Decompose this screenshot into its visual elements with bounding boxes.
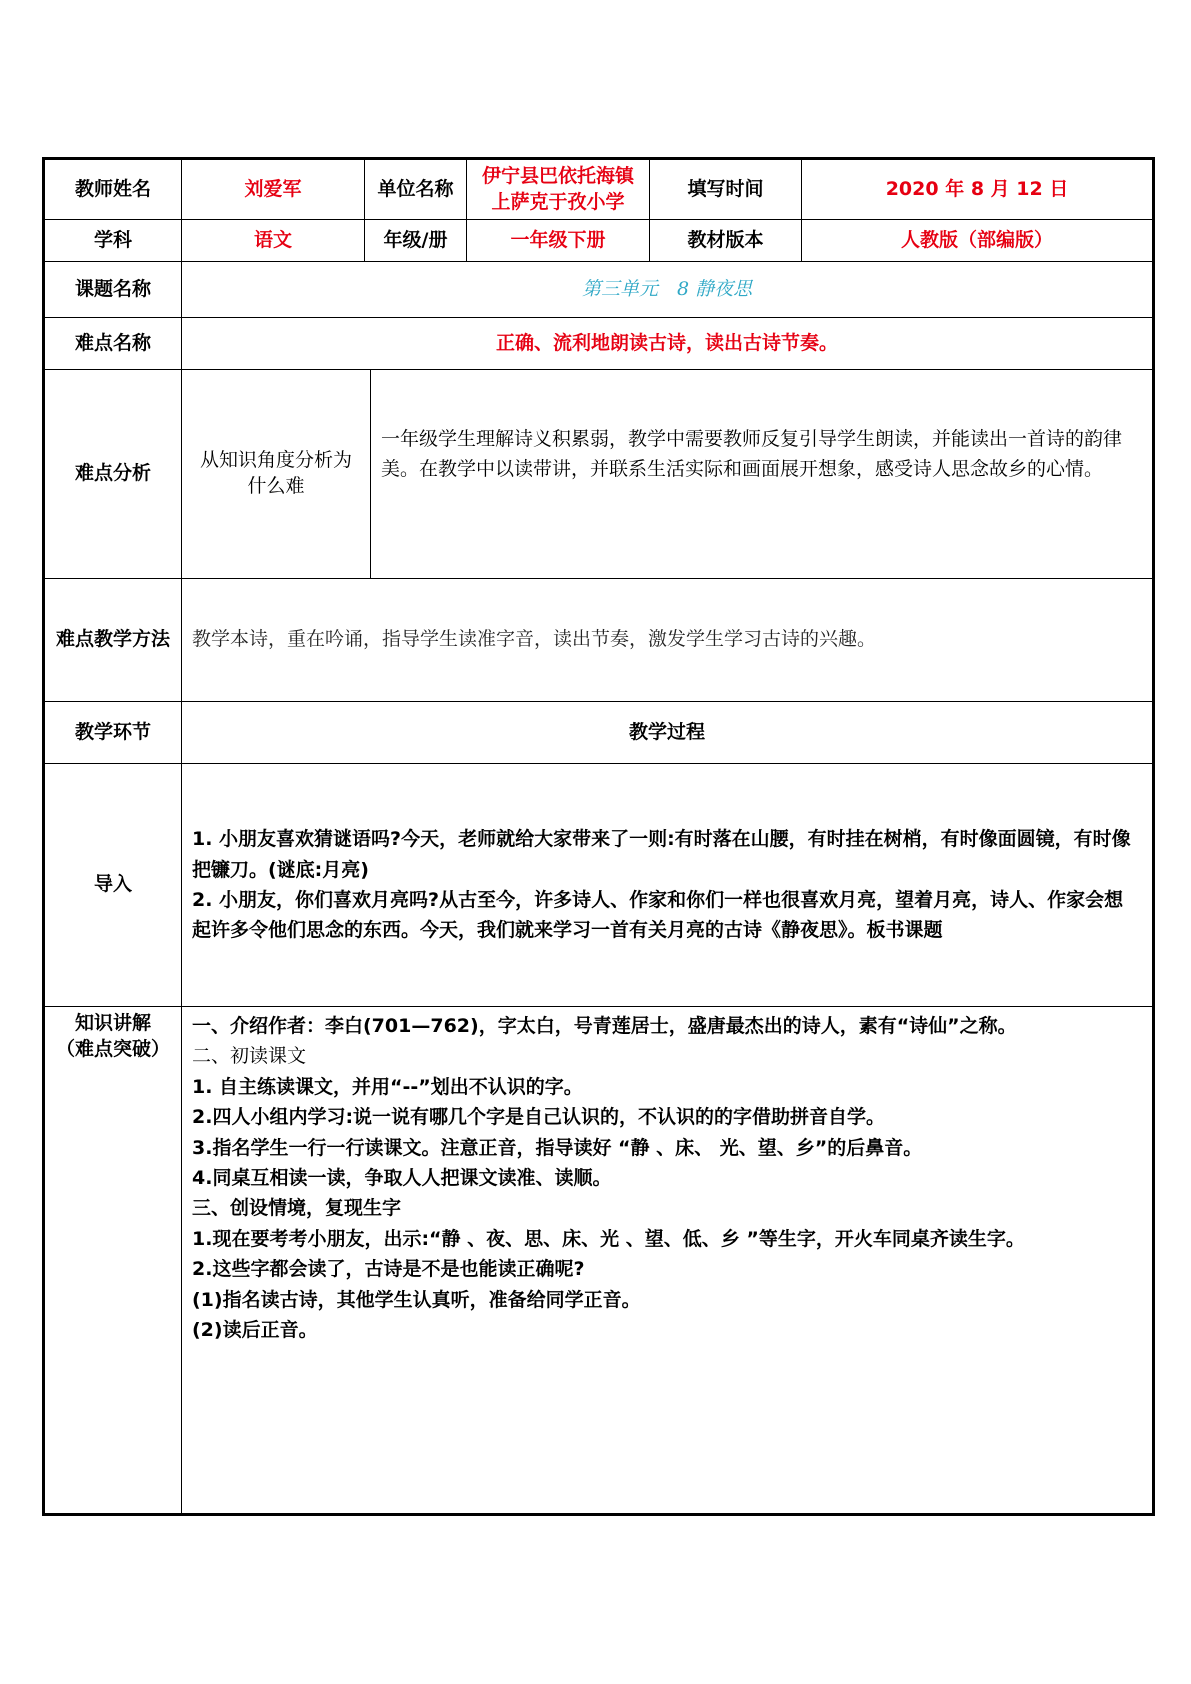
row-knowledge: [44, 1007, 1154, 1515]
analysis-text: 一年级学生理解诗义积累弱，教学中需要教师反复引导学生朗读，并能读出一首诗的韵律美。在教学中以读带讲，并联系生活实际和画面展开想象，感受诗人思念故乡的心情。: [371, 370, 1154, 579]
topic-value: 第三单元 8 静夜思: [182, 262, 1154, 318]
date-value: 2020 年 8 月 12 日: [802, 159, 1154, 220]
teacher-label: 教师姓名: [44, 159, 182, 220]
intro-paragraph-1: 1. 小朋友喜欢猜谜语吗?今天，老师就给大家带来了一则:有时落在山腰，有时挂在树梢，有时像面圆镜，有时像把镰刀。(谜底:月亮): [192, 828, 1131, 881]
analysis-sub-label-line2: 什么难: [247, 475, 305, 497]
edition-label: 教材版本: [650, 220, 802, 262]
knowledge-line: 1.现在要考考小朋友，出示:“静 、夜、思、床、光 、望、低、乡 ”等生字，开火车同桌齐读生字。: [192, 1227, 1025, 1250]
knowledge-line: (1)指名读古诗，其他学生认真听，准备给同学正音。: [192, 1288, 641, 1311]
teacher-value: 刘爱军: [182, 159, 365, 220]
grade-value: 一年级下册: [467, 220, 650, 262]
lesson-plan-table: [42, 157, 1155, 1516]
knowledge-label-line1: 知识讲解: [74, 1012, 151, 1034]
method-text: 教学本诗，重在吟诵，指导学生读准字音，读出节奏，激发学生学习古诗的兴趣。: [182, 579, 1154, 702]
knowledge-line: 2.四人小组内学习:说一说有哪几个字是自己认识的，不认识的的字借助拼音自学。: [192, 1106, 886, 1129]
row-analysis: [44, 370, 1154, 579]
intro-label: 导入: [44, 764, 182, 1007]
subject-value: 语文: [182, 220, 365, 262]
intro-paragraph-2: 2. 小朋友，你们喜欢月亮吗?从古至今，许多诗人、作家和你们一样也很喜欢月亮，望着月亮，诗人、作家会想起许多令他们思念的东西。今天，我们就来学习一首有关月亮的古诗《静夜思》。板书课题: [192, 889, 1124, 942]
row-process-header: [44, 702, 1154, 764]
unit-label: 单位名称: [365, 159, 467, 220]
subject-label: 学科: [44, 220, 182, 262]
intro-content: [182, 764, 1154, 1007]
knowledge-content: [182, 1007, 1154, 1515]
knowledge-line: 三、创设情境，复现生字: [192, 1197, 402, 1220]
method-label: 难点教学方法: [44, 579, 182, 702]
knowledge-line: 1. 自主练读课文，并用“--”划出不认识的字。: [192, 1075, 583, 1098]
unit-value-line1: 伊宁县巴依托海镇: [482, 164, 635, 187]
row-method: [44, 579, 1154, 702]
difficulty-value: 正确、流利地朗读古诗，读出古诗节奏。: [182, 318, 1154, 370]
row-topic: [44, 262, 1154, 318]
knowledge-line: 3.指名学生一行一行读课文。注意正音，指导读好 “静 、床、 光、望、乡”的后鼻音。: [192, 1136, 923, 1159]
date-label: 填写时间: [650, 159, 802, 220]
knowledge-line: 一、介绍作者：李白(701—762)，字太白，号青莲居士，盛唐最杰出的诗人，素有“诗仙”之称。: [192, 1015, 1017, 1037]
difficulty-label: 难点名称: [44, 318, 182, 370]
knowledge-label: [44, 1007, 182, 1515]
row-subject: [44, 220, 1154, 262]
knowledge-label-line2: （难点突破）: [55, 1037, 170, 1060]
unit-value-line2: 上萨克于孜小学: [491, 190, 625, 213]
knowledge-line: 2.这些字都会读了，古诗是不是也能读正确呢?: [192, 1258, 585, 1281]
unit-value: [467, 159, 650, 220]
topic-label: 课题名称: [44, 262, 182, 318]
knowledge-line: 4.同桌互相读一读，争取人人把课文读准、读顺。: [192, 1166, 612, 1189]
knowledge-line: (2)读后正音。: [192, 1318, 318, 1341]
analysis-sub-label-line1: 从知识角度分析为: [199, 449, 352, 472]
row-difficulty: [44, 318, 1154, 370]
grade-label: 年级/册: [365, 220, 467, 262]
knowledge-line: 二、初读课文: [192, 1045, 307, 1068]
process-header-value: 教学过程: [182, 702, 1154, 764]
analysis-label: 难点分析: [44, 370, 182, 579]
row-teacher: [44, 159, 1154, 220]
process-header-label: 教学环节: [44, 702, 182, 764]
analysis-sub-label: [182, 370, 371, 579]
edition-value: 人教版（部编版）: [802, 220, 1154, 262]
row-intro: [44, 764, 1154, 1007]
